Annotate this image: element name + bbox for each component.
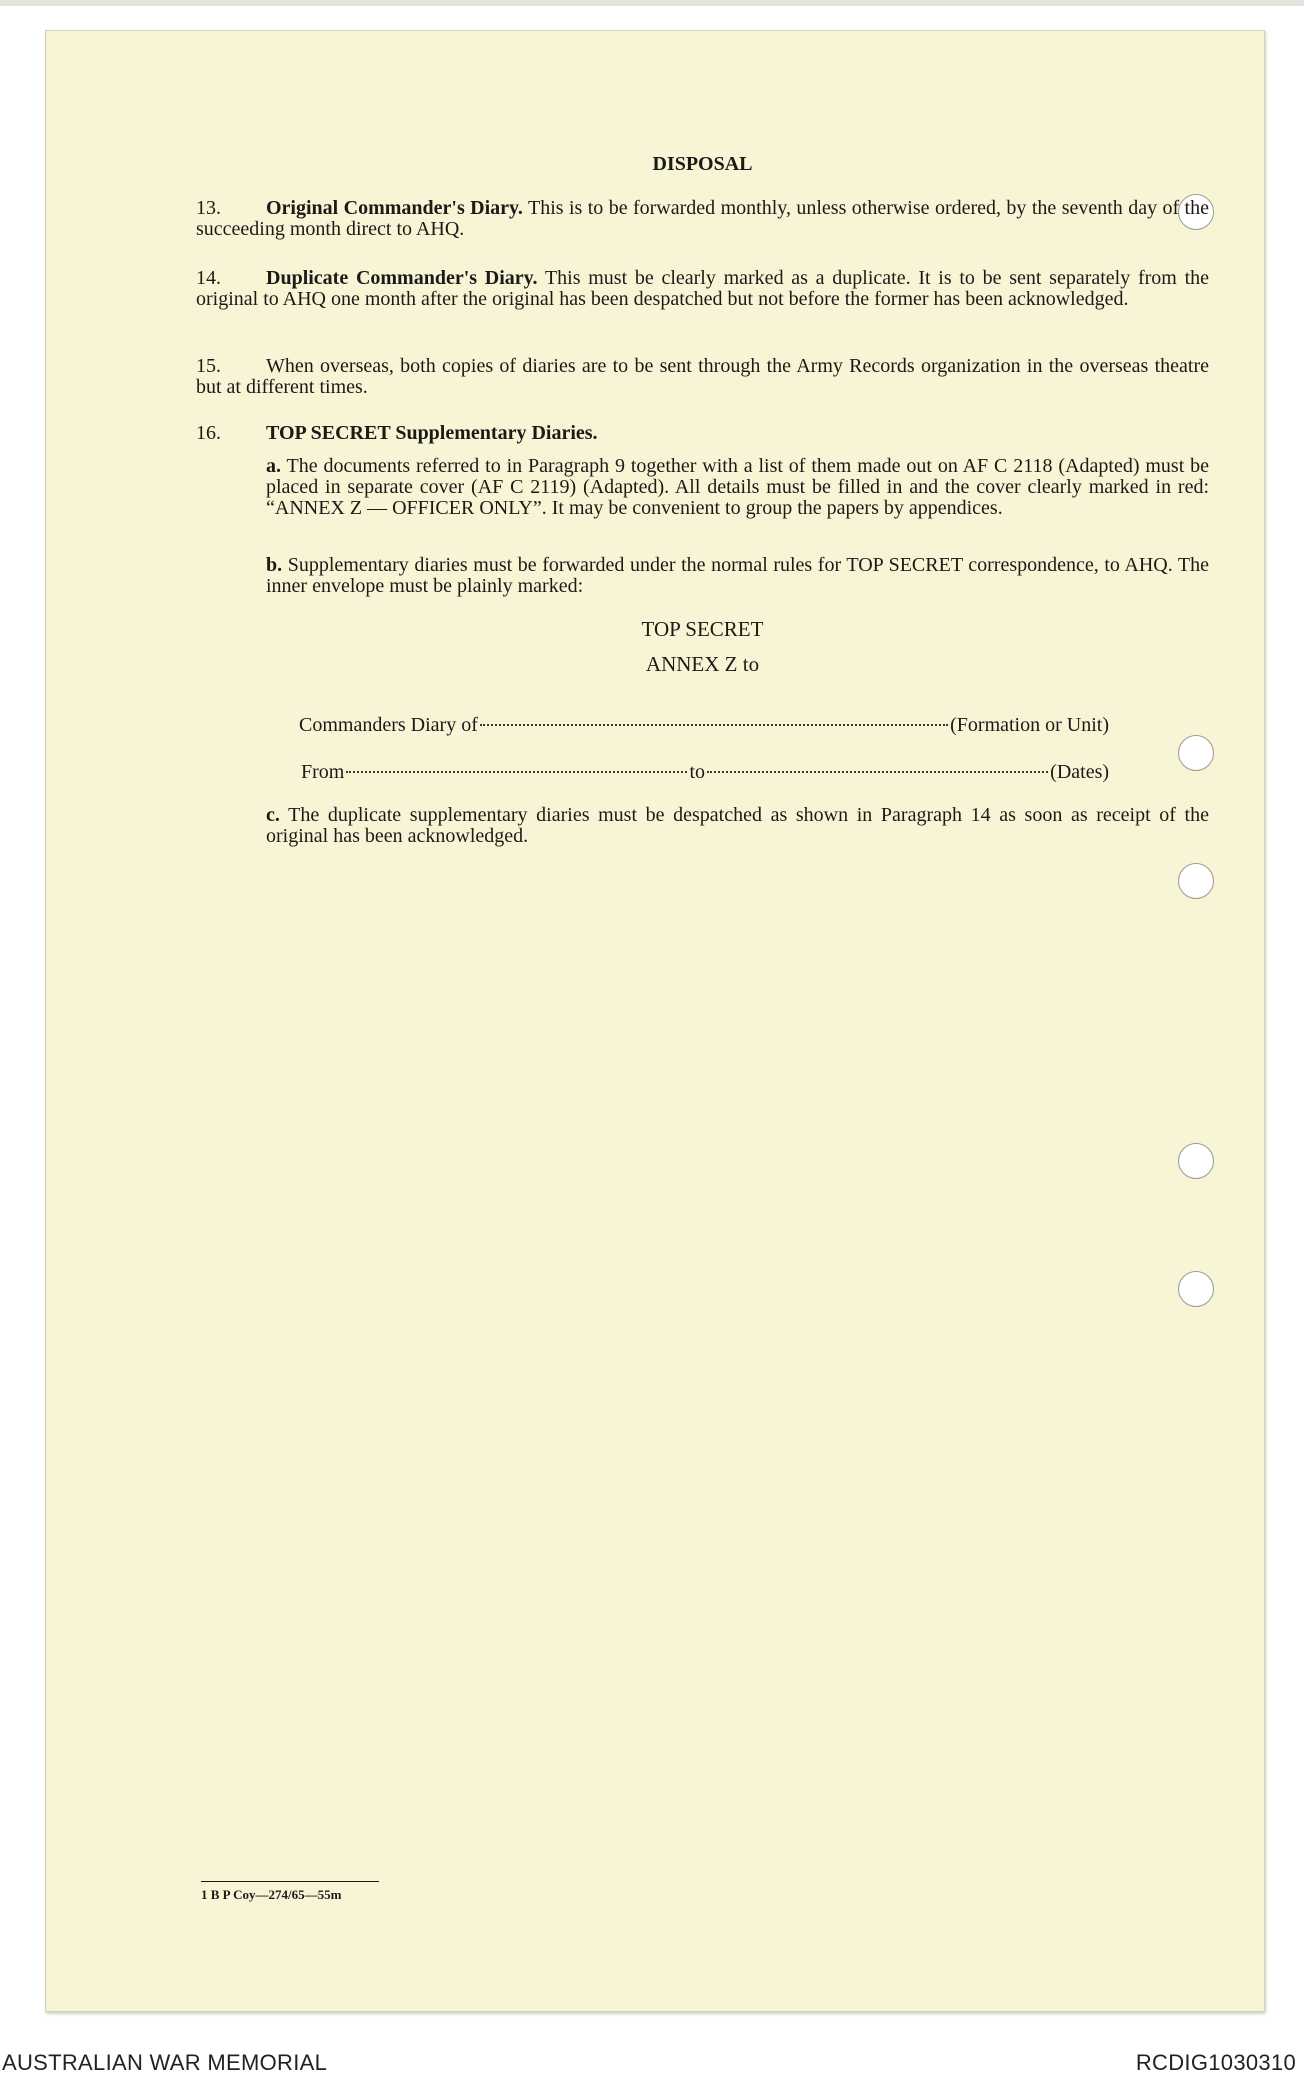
marking-annex-z: ANNEX Z to xyxy=(645,652,760,676)
subparagraph-c xyxy=(266,805,1209,847)
blank-fill-line xyxy=(480,723,948,726)
paragraph-title: Duplicate Commander's Diary. xyxy=(266,267,538,289)
subparagraph-text: The documents referred to in Paragraph 9 together with a list of them made out on AF C 2118 (Adapted) must be placed in separate cover (AF C 2119) (Adapted). All details must be filled in and the cover clearly marked in red: “ANNEX Z — OFFICER ONLY”. It may be convenient to group the papers by appendices. xyxy=(266,455,1210,519)
subparagraph-letter: b. xyxy=(266,554,283,576)
subparagraph-b xyxy=(266,555,1209,597)
footer-archive-name: AUSTRALIAN WAR MEMORIAL xyxy=(2,2050,328,2075)
subparagraph-letter: a. xyxy=(266,455,281,477)
paragraph-title: Original Commander's Diary. xyxy=(266,197,523,219)
punch-hole xyxy=(1178,735,1214,771)
paragraph-number: 14. xyxy=(196,267,221,289)
paragraph-13 xyxy=(196,198,1209,240)
punch-hole xyxy=(1178,863,1214,899)
paragraph-15 xyxy=(196,356,1209,398)
paragraph-number: 15. xyxy=(196,355,221,377)
diary-of-line xyxy=(299,714,1109,737)
marking-top-secret: TOP SECRET xyxy=(641,617,764,641)
punch-hole xyxy=(1178,1143,1214,1179)
printer-imprint: 1 B P Coy—274/65—55m xyxy=(201,1881,379,1903)
blank-fill-line xyxy=(346,770,687,773)
blank-fill-line xyxy=(707,770,1048,773)
section-heading: DISPOSAL xyxy=(652,153,753,175)
to-label: to xyxy=(689,761,706,783)
paragraph-title: TOP SECRET Supplementary Diaries. xyxy=(266,422,598,444)
diary-suffix: (Formation or Unit) xyxy=(950,714,1109,736)
paragraph-14 xyxy=(196,268,1209,310)
punch-hole xyxy=(1178,1271,1214,1307)
paragraph-text: When overseas, both copies of diaries are to be sent through the Army Records organization in the overseas theatre but at different times. xyxy=(196,355,1209,398)
from-label: From xyxy=(301,761,345,783)
dates-label: (Dates) xyxy=(1050,761,1110,783)
diary-label: Commanders Diary of xyxy=(299,714,478,736)
paragraph-text: This is to be forwarded monthly, unless otherwise ordered, by the seventh day of the succeeding month direct to AHQ. xyxy=(196,197,1209,240)
paragraph-number: 13. xyxy=(196,197,221,219)
subparagraph-text: The duplicate supplementary diaries must be despatched as shown in Paragraph 14 as soon as receipt of the original has been acknowledged. xyxy=(266,804,1209,847)
paragraph-16 xyxy=(196,423,1209,444)
subparagraph-letter: c. xyxy=(266,804,280,826)
document-page xyxy=(45,30,1265,2012)
subparagraph-a xyxy=(266,456,1209,519)
footer-record-id: RCDIG1030310 xyxy=(1135,2050,1296,2075)
paragraph-number: 16. xyxy=(196,422,221,444)
dates-line xyxy=(301,761,1109,784)
subparagraph-text: Supplementary diaries must be forwarded under the normal rules for TOP SECRET correspondence, to AHQ. The inner envelope must be plainly marked: xyxy=(266,554,1210,597)
scan-top-edge xyxy=(0,0,1304,6)
paragraph-text: This must be clearly marked as a duplicate. It is to be sent separately from the original to AHQ one month after the original has been despatched but not before the former has been acknowledged. xyxy=(196,267,1210,310)
